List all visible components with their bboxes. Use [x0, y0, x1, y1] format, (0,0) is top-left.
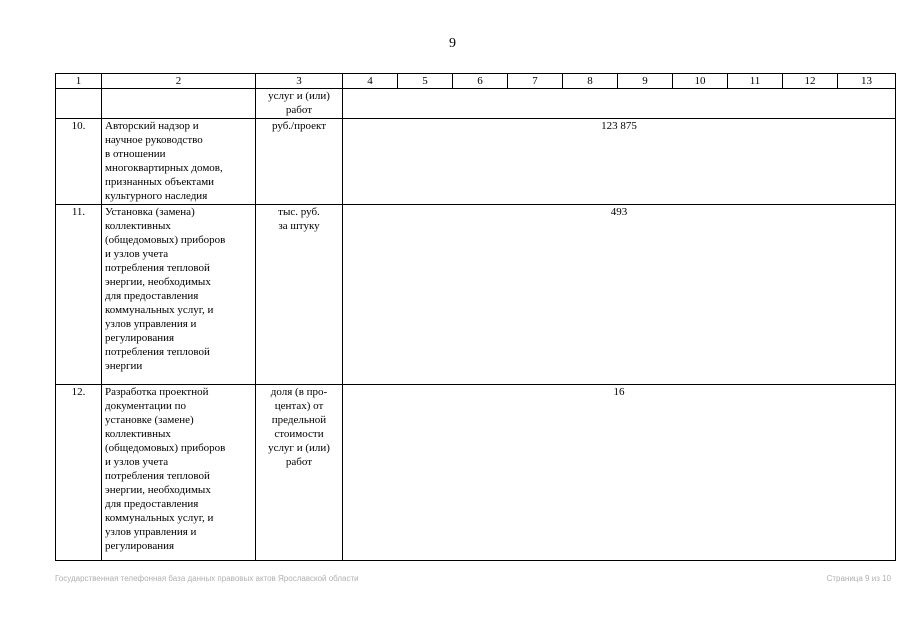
column-header: 13: [838, 74, 896, 89]
column-header: 3: [256, 74, 343, 89]
table-row: [56, 89, 896, 119]
row-number: 10.: [56, 119, 102, 205]
footer-source: Государственная телефонная база данных правовых актов Ярославской области: [55, 574, 359, 583]
row-unit: тыс. руб. за штуку: [256, 205, 343, 385]
row-value: 123 875: [343, 119, 896, 205]
column-header: 10: [673, 74, 728, 89]
column-header: 12: [783, 74, 838, 89]
table-row: [56, 205, 896, 385]
column-header: 9: [618, 74, 673, 89]
table-row: [56, 385, 896, 561]
row-number: 11.: [56, 205, 102, 385]
column-header: 7: [508, 74, 563, 89]
row-unit: услуг и (или) работ: [256, 89, 343, 119]
footer-page-count: Страница 9 из 10: [826, 574, 891, 583]
row-name: Разработка проектной документации по установке (замене) коллективных (общедомовых) приборов и узлов учета потребления тепловой энергии, необходимых для предоставления коммунальных услуг, и узлов управления и регулирования: [102, 385, 256, 561]
table-header-row: [56, 74, 896, 89]
column-header: 5: [398, 74, 453, 89]
table-row: [56, 119, 896, 205]
row-value: 16: [343, 385, 896, 561]
row-name: Установка (замена) коллективных (общедомовых) приборов и узлов учета потребления тепловой энергии, необходимых для предоставления коммунальных услуг, и узлов управления и регулирования потребления тепловой энергии: [102, 205, 256, 385]
row-number: 12.: [56, 385, 102, 561]
column-header: 2: [102, 74, 256, 89]
column-header: 11: [728, 74, 783, 89]
row-number: [56, 89, 102, 119]
tariff-table: [55, 73, 896, 561]
row-unit: доля (в про- центах) от предельной стоимости услуг и (или) работ: [256, 385, 343, 561]
column-header: 4: [343, 74, 398, 89]
row-name: [102, 89, 256, 119]
column-header: 6: [453, 74, 508, 89]
column-header: 8: [563, 74, 618, 89]
column-header: 1: [56, 74, 102, 89]
row-value: 493: [343, 205, 896, 385]
page-number: 9: [449, 36, 456, 51]
row-value: [343, 89, 896, 119]
row-name: Авторский надзор и научное руководство в отношении многоквартирных домов, признанных объектами культурного наследия: [102, 119, 256, 205]
row-unit: руб./проект: [256, 119, 343, 205]
